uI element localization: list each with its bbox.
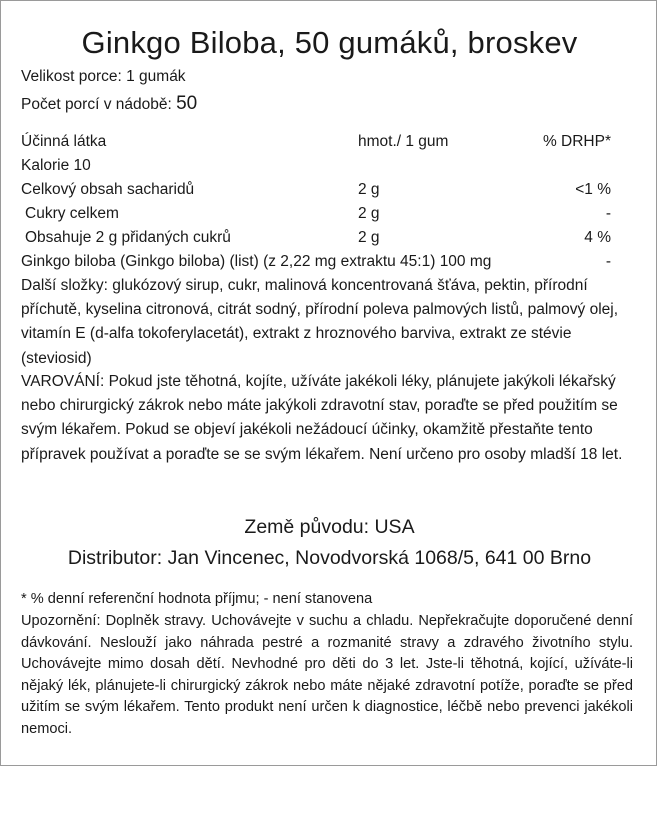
country-of-origin: Země původu: USA xyxy=(244,516,415,538)
ginkgo-row-name: Ginkgo biloba (Ginkgo biloba) (list) (z 2,22 mg extraktu 45:1) 100 mg xyxy=(21,253,492,270)
row-amount: 2 g xyxy=(358,229,380,246)
row-amount: 2 g xyxy=(358,181,380,198)
row-name: Cukry celkem xyxy=(25,205,119,222)
distributor: Distributor: Jan Vincenec, Novodvorská 1068/5, 641 00 Brno xyxy=(67,547,592,569)
warning-text: VAROVÁNÍ: Pokud jste těhotná, kojíte, užíváte jakékoli léky, plánujete jakýkoli lékařský nebo chirurgický zákrok nebo máte jakýkoli zdravotní stav, poraďte se před použitím se svým lékařem. Pokud se objeví jakékoli nežádoucí účinky, okamžitě přestaňte tento přípravek používat a poraďte se se svým lékařem. Není určeno pro osoby mladší 18 let. xyxy=(21,373,623,463)
row-dv: <1 % xyxy=(575,181,611,198)
table-header-dv: % DRHP* xyxy=(542,133,611,150)
table-header-name: Účinná látka xyxy=(21,133,107,150)
row-name: Obsahuje 2 g přidaných cukrů xyxy=(25,229,231,246)
row-name: Celkový obsah sacharidů xyxy=(21,181,195,198)
ginkgo-row-dv: - xyxy=(605,253,611,270)
servings-per-container xyxy=(21,92,197,117)
table-header-amount: hmot./ 1 gum xyxy=(358,133,449,150)
calories-row: Kalorie 10 xyxy=(21,157,91,174)
row-amount: 2 g xyxy=(358,205,380,222)
notice-text: Upozornění: Doplněk stravy. Uchovávejte v suchu a chladu. Nepřekračujte doporučené denní dávkování. Neslouží jako náhrada pestré a rozmanité stravy a zdravého životního stylu. Uchovávejte mimo dosah dětí. Nevhodné pro děti do 3 let. Jste-li těhotná, kojící, užíváte-li nějaký lék, plánujete-li chirurgický zákrok nebo máte nějaké zdravotní potíže, poraďte se před užitím se svým lékařem. Tento produkt není určen k diagnostice, léčbě nebo prevenci jakékoli nemoci. xyxy=(21,613,633,737)
servings-label: Počet porcí v nádobě: xyxy=(21,96,172,113)
row-dv: - xyxy=(605,205,611,222)
row-dv: 4 % xyxy=(584,229,611,246)
footnote: * % denní referenční hodnota příjmu; - není stanovena xyxy=(21,591,373,607)
other-ingredients: Další složky: glukózový sirup, cukr, malinová koncentrovaná šťáva, pektin, přírodní příchutě, kyselina citronová, citrát sodný, přírodní poleva palmových listů, palmový olej, vitamín E (d-alfa tokoferylacetát), extrakt z hroznového barviva, extrakt ze stévie (steviosid) xyxy=(21,277,619,367)
product-title: Ginkgo Biloba, 50 gumáků, broskev xyxy=(81,25,578,60)
serving-size: Velikost porce: 1 gumák xyxy=(21,68,186,85)
servings-value: 50 xyxy=(176,93,198,114)
